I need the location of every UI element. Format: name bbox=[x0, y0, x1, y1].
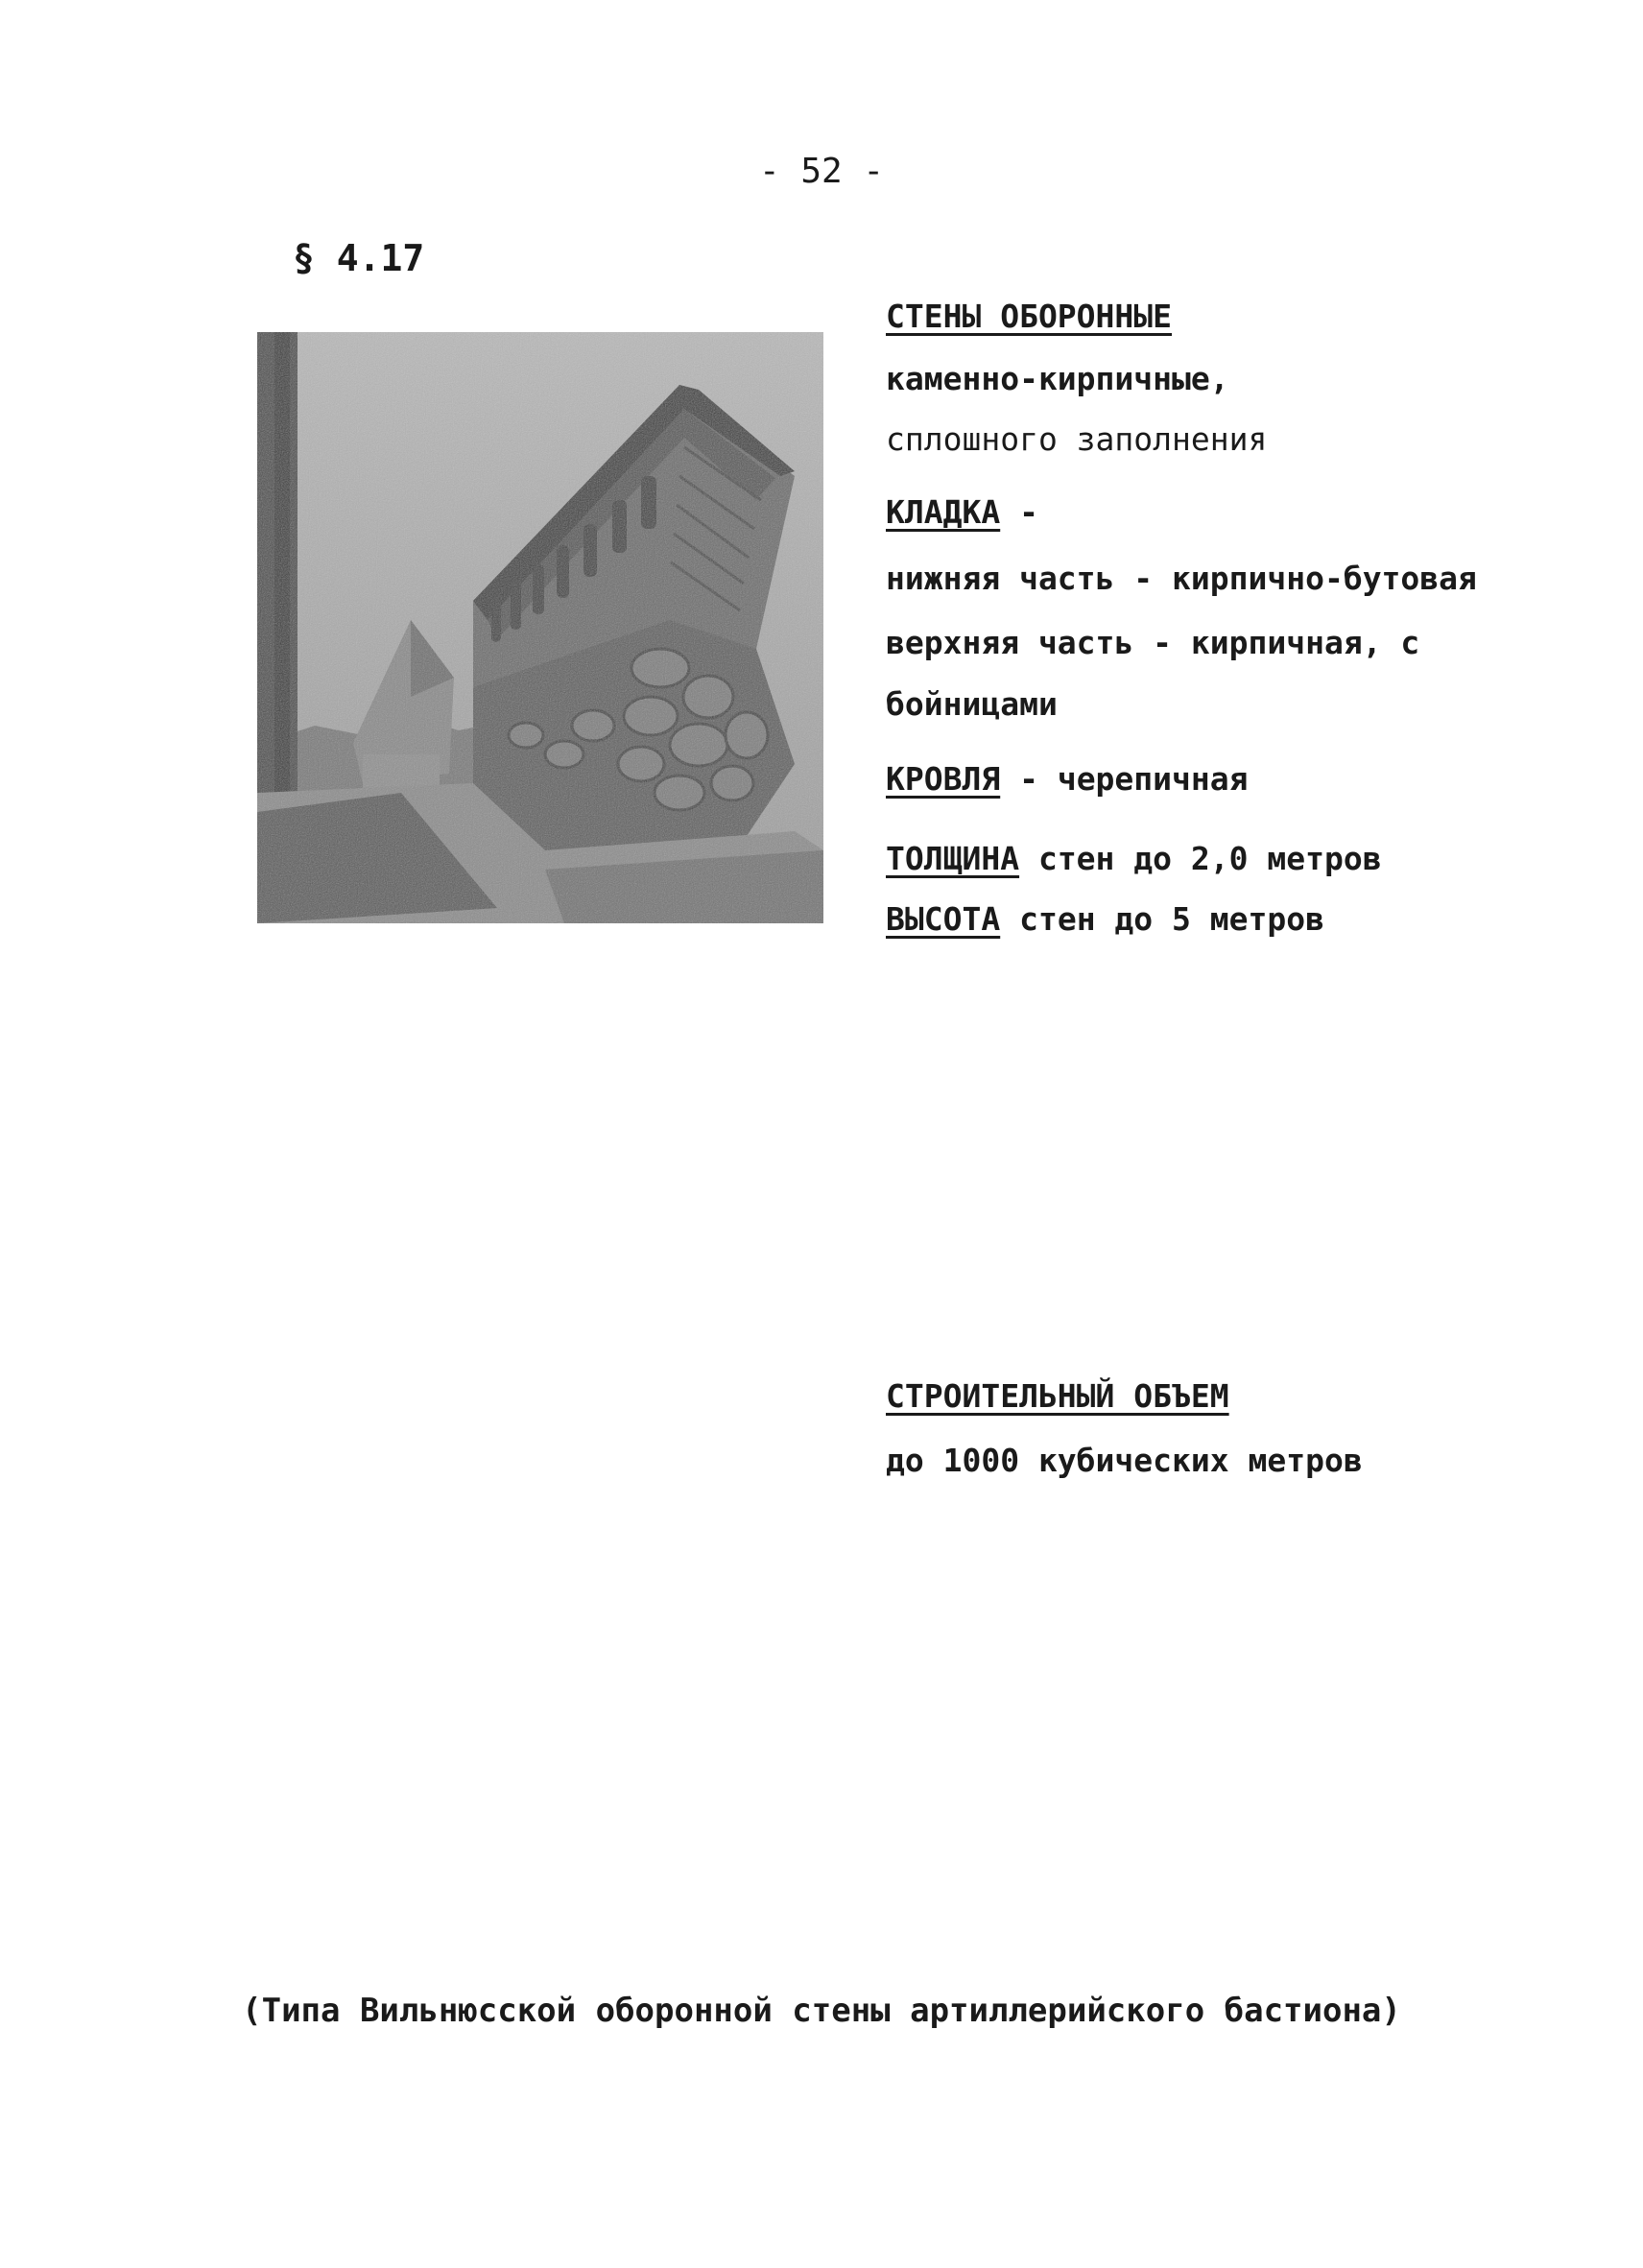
volume-label: СТРОИТЕЛЬНЫЙ ОБЪЕМ bbox=[886, 1377, 1229, 1415]
height-value: стен до 5 метров bbox=[1000, 900, 1324, 938]
volume-value: до 1000 кубических метров bbox=[886, 1442, 1363, 1479]
thickness-row bbox=[886, 840, 1382, 877]
walls-fill: сплошного заполнения bbox=[886, 420, 1268, 458]
thickness-label: ТОЛЩИНА bbox=[886, 840, 1020, 877]
roof-row bbox=[886, 760, 1249, 798]
height-row bbox=[886, 900, 1324, 938]
masonry-row bbox=[886, 493, 1038, 531]
masonry-upper: верхняя часть - кирпичная, с bbox=[886, 624, 1420, 661]
page-number: - 52 - bbox=[758, 152, 885, 191]
masonry-suffix: - bbox=[1000, 493, 1038, 531]
section-number: § 4.17 bbox=[293, 237, 425, 279]
caption: (Типа Вильнюсской оборонной стены артиллерийского бастиона) bbox=[242, 1992, 1401, 2030]
defensive-wall-photo bbox=[257, 332, 823, 923]
walls-material: каменно-кирпичные, bbox=[886, 360, 1229, 397]
roof-value: - черепичная bbox=[1000, 760, 1249, 798]
masonry-loopholes: бойницами bbox=[886, 685, 1058, 723]
height-label: ВЫСОТА bbox=[886, 900, 1001, 938]
heading-walls: СТЕНЫ ОБОРОННЫЕ bbox=[886, 298, 1173, 335]
thickness-value: стен до 2,0 метров bbox=[1019, 840, 1382, 877]
roof-label: КРОВЛЯ bbox=[886, 760, 1001, 798]
masonry-lower: нижняя часть - кирпично-бутовая bbox=[886, 560, 1477, 597]
masonry-label: КЛАДКА bbox=[886, 493, 1001, 531]
